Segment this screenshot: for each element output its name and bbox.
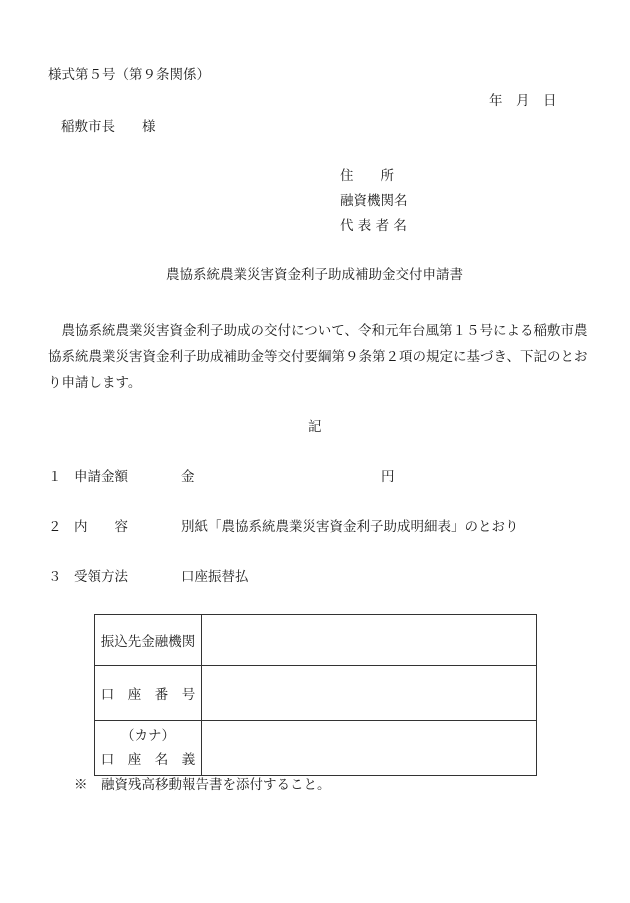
item-1-number: １: [48, 469, 62, 485]
addressee: 稲敷市長 様: [61, 119, 156, 135]
account-holder-label-cell: [95, 721, 202, 776]
item-1-label: 申請金額: [74, 469, 128, 485]
applicant-representative-label: 代 表 者 名: [340, 218, 407, 234]
applicant-address-label: 住 所: [340, 168, 394, 184]
applicant-institution-label: 融資機関名: [340, 193, 408, 209]
attachment-note: ※ 融資残高移動報告書を添付すること。: [74, 777, 331, 793]
document-title: 農協系統農業災害資金利子助成補助金交付申請書: [166, 267, 463, 283]
account-number-label: 口 座 番 号: [95, 666, 202, 721]
item-3-number: ３: [48, 569, 62, 585]
item-1-prefix: 金: [181, 469, 195, 485]
item-2-number: ２: [48, 519, 62, 535]
ki-heading: 記: [308, 419, 322, 435]
account-number-cell[interactable]: [202, 666, 537, 721]
date-line: 年 月 日: [489, 93, 557, 109]
item-2-label: 内 容: [74, 519, 128, 535]
table-row: [95, 721, 537, 776]
form-number: 様式第５号（第９条関係）: [48, 67, 210, 83]
item-3-value: 口座振替払: [181, 569, 249, 585]
bank-info-table: [94, 614, 537, 776]
account-holder-kana-label: （カナ）: [121, 728, 175, 744]
account-holder-cell[interactable]: [202, 721, 537, 776]
bank-name-label: 振込先金融機関: [95, 615, 202, 666]
bank-name-cell[interactable]: [202, 615, 537, 666]
account-holder-label: 口 座 名 義: [100, 752, 196, 768]
table-row: [95, 615, 537, 666]
item-3-label: 受領方法: [74, 569, 128, 585]
table-row: [95, 666, 537, 721]
item-1-suffix: 円: [381, 469, 395, 485]
body-paragraph: 農協系統農業災害資金利子助成の交付について、令和元年台風第１５号による稲敷市農協系統農業災害資金利子助成補助金等交付要綱第９条第２項の規定に基づき、下記のとおり申請します。: [48, 323, 588, 391]
item-2-value: 別紙「農協系統農業災害資金利子助成明細表」のとおり: [181, 519, 519, 535]
